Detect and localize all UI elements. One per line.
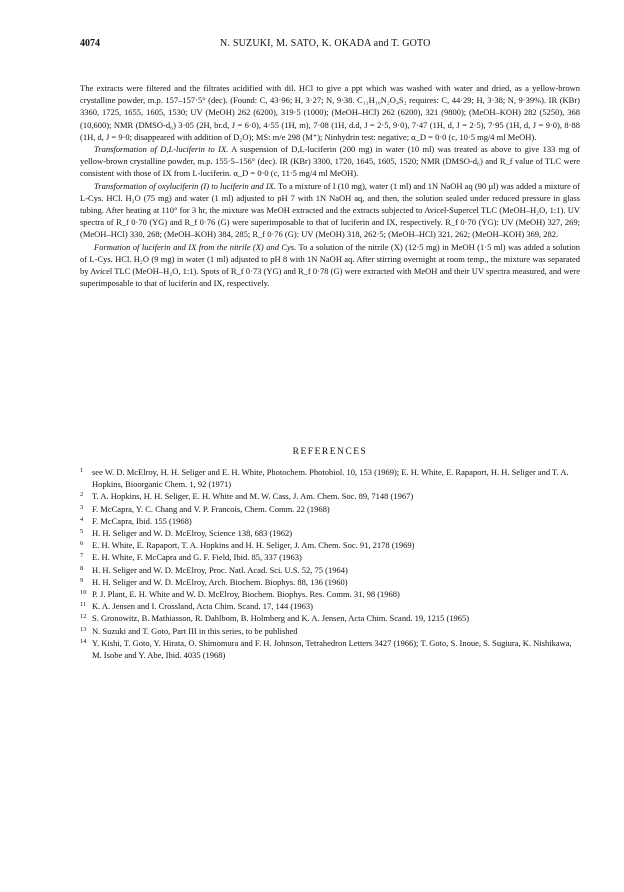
paragraph-lead: Formation of luciferin and IX from the nitrile (X) and Cys. [94, 241, 297, 252]
references-heading: REFERENCES [292, 447, 368, 457]
reference-item [80, 515, 580, 527]
reference-number: 14 [80, 637, 87, 645]
reference-item [80, 625, 580, 637]
paragraph-lead: Transformation of oxyluciferin (I) to luciferin and IX. [94, 180, 276, 191]
reference-number: 4 [80, 515, 84, 523]
paragraph-text: A suspension of D,L-luciferin (200 mg) in water (10 ml) was treated as above to give 133 mg of yellow-brown crystalline powder, m.p. 155·5–156° (dec). IR (KBr) 3300, 1720, 1645, 1605, 1520; NMR (DMSO-d₆) and R_f value of TLC were consistent with those of IX from L-luciferin. α_D = 0·0 (c, 11·5 mg/4 ml MeOH). [80, 144, 581, 179]
reference-text: H. H. Seliger and W. D. McElroy, Proc. Natl. Acad. Sci. U.S. 52, 75 (1964) [92, 564, 348, 575]
reference-text: K. A. Jensen and I. Crossland, Acta Chim. Scand. 17, 144 (1963) [92, 601, 313, 612]
reference-text: H. H. Seliger and W. D. McElroy, Arch. Biochem. Biophys. 88, 136 (1960) [92, 576, 348, 587]
reference-item [80, 527, 580, 539]
reference-text: F. McCapra, Ibid. 155 (1968) [92, 515, 192, 526]
reference-number: 10 [80, 589, 87, 597]
paragraph-dl-luciferin [80, 143, 580, 180]
reference-text: T. A. Hopkins, H. H. Seliger, E. H. White and M. W. Cass, J. Am. Chem. Soc. 89, 7148 (1967) [92, 491, 414, 502]
reference-item [80, 551, 580, 563]
reference-text: E. H. White, F. McCapra and G. F. Field, Ibid. 85, 337 (1963) [92, 552, 302, 563]
reference-item [80, 576, 580, 588]
reference-item [80, 600, 580, 612]
reference-item [80, 503, 580, 515]
reference-text: see W. D. McElroy, H. H. Seliger and E. H. White, Photochem. Photobiol. 10, 153 (1969); E. H. White, E. Rapaport, H. H. Seliger and T. A. Hopkins, Bioorganic Chem. 1, 92 (1971) [92, 467, 569, 490]
reference-text: H. H. Seliger and W. D. McElroy, Science 138, 683 (1962) [92, 528, 293, 539]
reference-item [80, 539, 580, 551]
reference-text: S. Gronowitz, B. Mathiasson, R. Dahlbom, B. Holmberg and K. A. Jensen, Acta Chim. Scand. 19, 1215 (1965) [92, 613, 470, 624]
reference-item [80, 637, 580, 661]
reference-text: N. Suzuki and T. Goto, Part III in this series, to be published [92, 625, 298, 636]
reference-number: 3 [80, 503, 84, 511]
reference-number: 8 [80, 564, 84, 572]
reference-number: 2 [80, 491, 84, 499]
paragraph-text: To a solution of the nitrile (X) (12·5 mg) in MeOH (1·5 ml) was added a solution of L-Cys. HCl. H₂O (9 mg) in water (1 ml) adjusted to pH 8 with 1N NaOH aq. After stirring overnight at room temp., the mixture was separated by Avicel TLC (MeOH–H₂O, 1:1). Spots of R_f 0·73 (YG) and R_f 0·78 (G) were extracted with MeOH and their UV spectra measured, and were superimposable to that of luciferin and IX, respectively. [80, 241, 580, 289]
reference-number: 13 [80, 625, 87, 633]
reference-number: 6 [80, 540, 84, 548]
reference-item [80, 612, 580, 624]
references-list [80, 466, 580, 661]
page-number: 4074 [80, 38, 100, 49]
paragraph-nitrile [80, 241, 580, 290]
reference-number: 9 [80, 576, 84, 584]
reference-number: 7 [80, 552, 84, 560]
reference-number: 1 [80, 467, 84, 474]
reference-text: F. McCapra, Y. C. Chang and V. P. Francois, Chem. Comm. 22 (1968) [92, 503, 330, 514]
paragraph-extraction [80, 82, 580, 143]
paragraph-oxyluciferin [80, 180, 580, 241]
reference-text: P. J. Plant, E. H. White and W. D. McElroy, Biochem. Biophys. Res. Comm. 31, 98 (1968) [92, 589, 400, 600]
experimental-body [80, 82, 580, 289]
reference-text: Y. Kishi, T. Goto, Y. Hirata, O. Shimomura and F. H. Johnson, Tetrahedron Letters 3427 (1966); T. Goto, S. Inoue, S. Sugiura, K. Nishikawa, M. Isobe and Y. Abe, Ibid. 4035 (1968) [92, 637, 572, 661]
paragraph-lead: Transformation of D,L-luciferin to IX. [94, 144, 229, 155]
paragraph-text: The extracts were filtered and the filtrates acidified with dil. HCl to give a ppt which was washed with water and dried, as a yellow-brown crystalline powder, m.p. 157–157·5° (dec). (Found: C, 43·96; H, 3·27; N, 9·38. C₁₁H₁₀N₂O₄S₂ requires: C, 44·29; H, 3·38; N, 9·39%). IR (KBr) 3360, 1725, 1655, 1605, 1530; UV (MeOH) 262 (6200), 319·5 (1000); (MeOH–HCl) 262 (6200), 321 (9800); (MeOH–KOH) 282 (5250), 368 (10,600); NMR (DMSO-d₆) 3·05 (2H, br.d, J = 6·0), 4·55 (1H, m), 7·08 (1H, d.d, J = 2·5, 9·0), 7·47 (1H, d, J = 2·5), 7·95 (1H, d, J = 9·0), 8·88 (1H, d, J = 9·0; disappeared with addition of D₂O); MS: m/e 298 (M⁺); Ninhydrin test: negative; α_D = 0·0 (c, 10·5 mg/4 ml MeOH). [80, 83, 580, 142]
reference-number: 5 [80, 528, 84, 536]
paragraph-text: To a mixture of I (10 mg), water (1 ml) and 1N NaOH aq (90 µl) was added a mixture of L-Cys. HCl. H₂O (75 mg) and water (1 ml) adjusted to pH 7 with 1N NaOH aq, and then, the solution sealed under reduced pressure in glass tubing. After heating at 110° for 3 hr, the mixture was MeOH extracted and the extracts subjected to Avicel-Supercel TLC (MeOH–H₂O, 1:1). UV spectra of R_f 0·70 (YG) and R_f 0·76 (G) were superimposable to that of luciferin and IX, respectively. R_f 0·70 (YG): UV (MeOH) 327, 269; (MeOH–HCl) 330, 268; (MeOH–KOH) 384, 285; R_f 0·76 (G): UV (MeOH) 318, 262·5; (MeOH–HCl) 321, 262; (MeOH–KOH) 369, 282. [80, 180, 580, 240]
page-header [80, 38, 580, 54]
reference-number: 11 [80, 601, 87, 609]
reference-text: E. H. White, E. Rapaport, T. A. Hopkins and H. H. Seliger, J. Am. Chem. Soc. 91, 2178 (1969) [92, 540, 415, 551]
reference-item [80, 588, 580, 600]
reference-item [80, 564, 580, 576]
reference-number: 12 [80, 613, 87, 621]
reference-item [80, 490, 580, 502]
reference-item [80, 466, 580, 490]
running-head-authors: N. SUZUKI, M. SATO, K. OKADA and T. GOTO [220, 38, 431, 49]
